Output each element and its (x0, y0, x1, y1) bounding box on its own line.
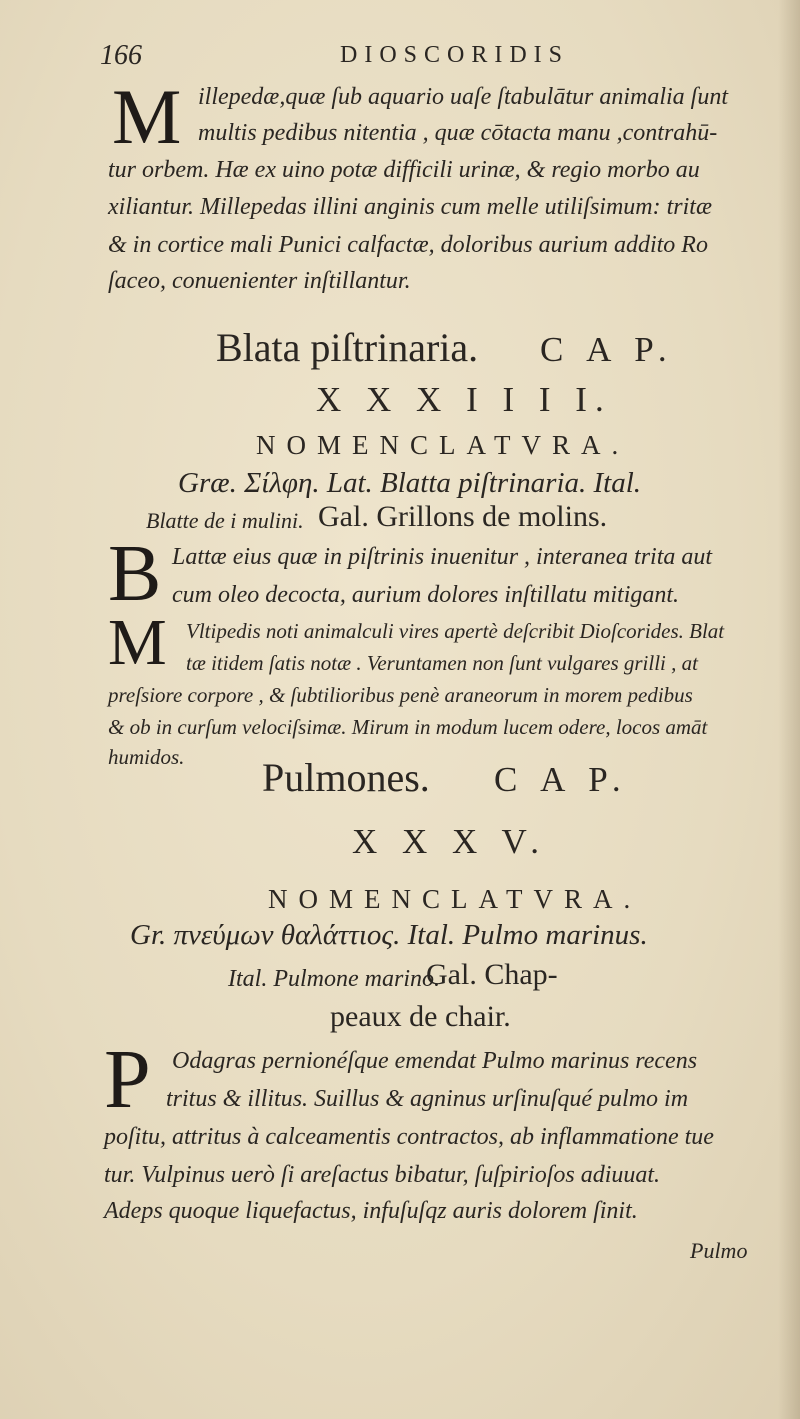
text-line: tur orbem. Hæ ex uino potæ difficili urinæ, & regio morbo au (108, 157, 700, 183)
chapter-cap-label: C A P. (494, 760, 629, 799)
drop-capital: M (108, 606, 167, 679)
page-edge-shadow (778, 0, 800, 1419)
text-line: humidos. (108, 745, 185, 769)
folio-number: 166 (100, 40, 142, 71)
nomenclature-line: Græ. Σίλφη. Lat. Blatta piſtrinaria. Ital. (178, 467, 642, 499)
text-line: & in cortice mali Punici calfactæ, doloribus aurium addito Ro (108, 232, 708, 258)
text-line: tæ itidem ſatis notæ . Veruntamen non ſunt vulgares grilli , at (186, 651, 698, 675)
drop-capital: B (108, 530, 162, 618)
drop-capital: M (112, 73, 182, 160)
text-line: xiliantur. Millepedas illini anginis cum melle utiliſsimum: tritæ (108, 194, 712, 220)
running-head: DIOSCORIDIS (340, 42, 570, 68)
text-line: illepedæ,quæ ſub aquario uaſe ſtabulātur animalia ſunt (198, 84, 729, 110)
text-line: preſsiore corpore , & ſubtilioribus penè araneorum in morem pedibus (108, 683, 693, 707)
drop-capital: P (104, 1033, 151, 1126)
chapter-number: X X X I I I I. (316, 380, 612, 419)
text-line: Lattæ eius quæ in piſtrinis inuenitur , interanea trita aut (172, 544, 713, 570)
nomenclature-line-italic: Ital. Pulmone marino. (228, 966, 440, 992)
text-line: tritus & illitus. Suillus & agninus urſinuſqué pulmo im (166, 1086, 689, 1112)
chapter-title: Pulmones. (262, 755, 430, 800)
chapter-cap-label: C A P. (540, 330, 675, 369)
text-line: cum oleo decocta, aurium dolores inſtillatu mitigant. (172, 582, 680, 608)
text-line: Odagras pernionéſque emendat Pulmo marinus recens (172, 1048, 698, 1074)
chapter-number: X X X V. (352, 822, 547, 861)
nomenclature-line: Gr. πνεύμων θαλάττιος. Ital. Pulmo marinus. (130, 919, 648, 951)
nomenclatura-heading: NOMENCLATVRA. (268, 884, 642, 914)
text-line: multis pedibus nitentia , quæ cōtacta manu ,contrahū- (198, 120, 718, 146)
text-line: & ob in curſum velociſsimæ. Mirum in modum lucem odere, locos amāt (108, 715, 708, 739)
nomenclature-line-roman: Gal. Chap- (426, 958, 558, 991)
chapter-title: Blata piſtrinaria. (216, 325, 479, 370)
nomenclature-line-roman: peaux de chair. (330, 1000, 511, 1033)
text-line: ſaceo, conuenienter inſtillantur. (108, 268, 411, 294)
nomenclature-line-roman: Gal. Grillons de molins. (318, 500, 608, 533)
text-line: Adeps quoque liquefactus, infuſuſqz auris dolorem ſinit. (104, 1198, 638, 1224)
text-line: Vltipedis noti animalculi vires apertè deſcribit Dioſcorides. Blat (186, 619, 725, 643)
nomenclatura-heading: NOMENCLATVRA. (256, 430, 630, 460)
nomenclature-line-italic: Blatte de i mulini. (146, 508, 304, 533)
text-line: poſitu, attritus à calceamentis contractos, ab inflammatione tue (104, 1124, 714, 1150)
page-header (100, 40, 720, 76)
text-line: tur. Vulpinus uerò ſi areſactus bibatur, ſuſpirioſos adiuuat. (104, 1162, 661, 1188)
catchword: Pulmo (690, 1238, 748, 1263)
